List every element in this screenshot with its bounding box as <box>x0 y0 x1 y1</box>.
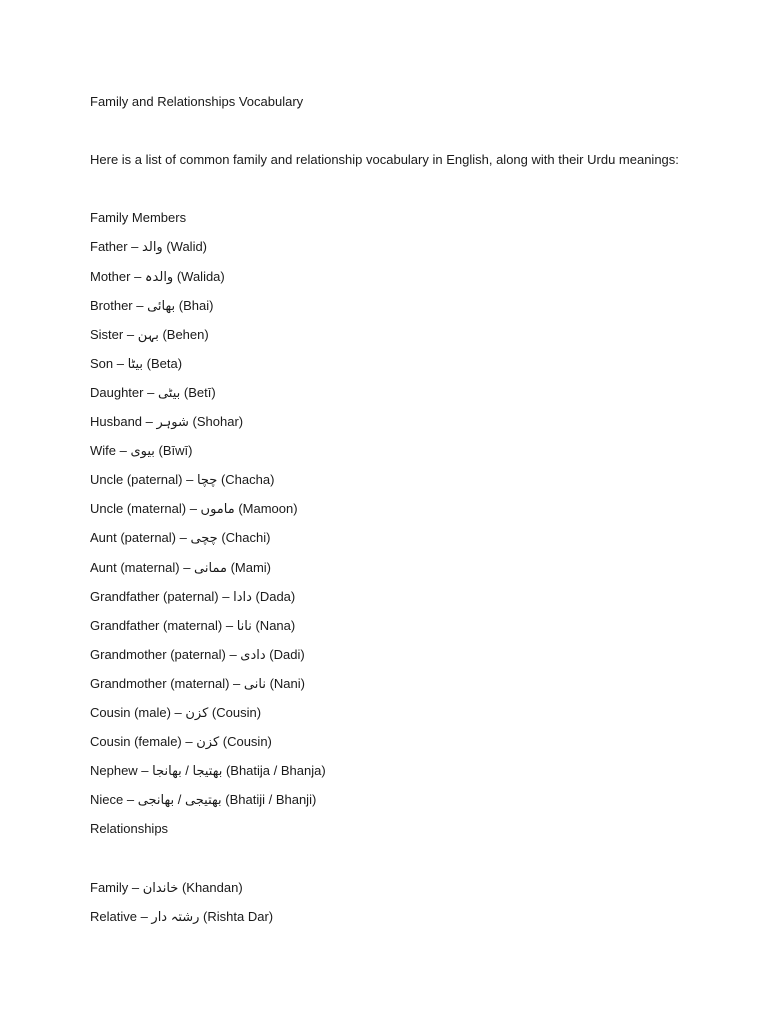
blank-line <box>90 180 730 209</box>
document-body <box>90 93 730 937</box>
vocab-item-family: Family – خاندان (Khandan) <box>90 879 243 895</box>
family-members-list <box>90 238 730 820</box>
intro-paragraph: Here is a list of common family and relationship vocabulary in English, along with their Urdu meanings: <box>90 152 679 168</box>
vocab-item-relative: Relative – رشتہ دار (Rishta Dar) <box>90 908 274 924</box>
vocab-item-uncle-paternal: Uncle (paternal) – چچا (Chacha) <box>90 472 275 488</box>
blank-line <box>90 849 730 878</box>
vocab-item-aunt-maternal: Aunt (maternal) – ممانی (Mami) <box>90 559 271 575</box>
vocab-item-nephew: Nephew – بھتیجا / بھانجا (Bhatija / Bhanja) <box>90 763 326 779</box>
relationships-list <box>90 879 730 937</box>
vocab-item-brother: Brother – بھائی (Bhai) <box>90 297 214 313</box>
vocab-item-husband: Husband – شوہر (Shohar) <box>90 414 244 430</box>
vocab-item-cousin-female: Cousin (female) – کزن (Cousin) <box>90 734 272 750</box>
vocab-item-niece: Niece – بھتیجی / بھانجی (Bhatiji / Bhanji) <box>90 792 317 808</box>
vocab-item-grandfather-maternal: Grandfather (maternal) – نانا (Nana) <box>90 617 296 633</box>
vocab-item-aunt-paternal: Aunt (paternal) – چچی (Chachi) <box>90 530 271 546</box>
vocab-item-sister: Sister – بہن (Behen) <box>90 326 209 342</box>
family-members-heading: Family Members <box>90 210 187 226</box>
vocab-item-son: Son – بیٹا (Beta) <box>90 355 183 371</box>
vocab-item-cousin-male: Cousin (male) – کزن (Cousin) <box>90 704 262 720</box>
vocab-item-grandmother-maternal: Grandmother (maternal) – نانی (Nani) <box>90 675 305 691</box>
vocab-item-uncle-maternal: Uncle (maternal) – ماموں (Mamoon) <box>90 501 298 517</box>
vocab-item-daughter: Daughter – بیٹی (Betī) <box>90 384 216 400</box>
vocab-item-grandfather-paternal: Grandfather (paternal) – دادا (Dada) <box>90 588 296 604</box>
vocab-item-father: Father – والد (Walid) <box>90 239 208 255</box>
vocab-item-mother: Mother – والدہ (Walida) <box>90 268 225 284</box>
vocab-item-grandmother-paternal: Grandmother (paternal) – دادی (Dadi) <box>90 646 305 662</box>
blank-line <box>90 122 730 151</box>
relationships-heading: Relationships <box>90 821 169 837</box>
document-title: Family and Relationships Vocabulary <box>90 94 304 109</box>
vocab-item-wife: Wife – بیوی (Bīwī) <box>90 443 193 459</box>
